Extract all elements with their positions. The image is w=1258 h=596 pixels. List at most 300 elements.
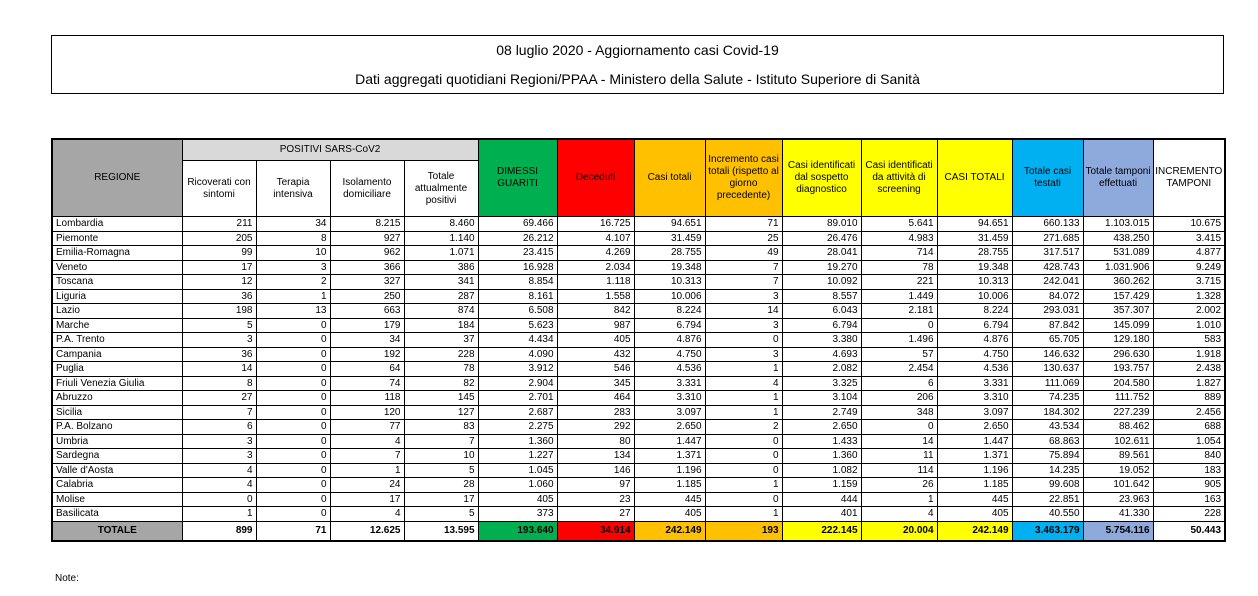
value-cell: 10	[256, 246, 330, 261]
value-cell: 1	[330, 463, 404, 478]
value-cell: 1.185	[937, 478, 1012, 493]
region-name-cell: Molise	[52, 492, 182, 507]
value-cell: 1.031.906	[1083, 260, 1153, 275]
value-cell: 3.310	[937, 391, 1012, 406]
title-box	[51, 35, 1224, 94]
region-name-cell: Lazio	[52, 304, 182, 319]
value-cell: 204.580	[1083, 376, 1153, 391]
value-cell: 327	[330, 275, 404, 290]
value-cell: 206	[861, 391, 937, 406]
value-cell: 0	[256, 492, 330, 507]
page-subtitle: Dati aggregati quotidiani Regioni/PPAA - Ministero della Salute - Istituto Superiore di Sanità	[355, 71, 920, 87]
table-row	[52, 376, 1225, 391]
value-cell: 27	[557, 507, 634, 522]
value-cell: 0	[256, 449, 330, 464]
value-cell: 34	[256, 217, 330, 232]
value-cell: 8.161	[478, 289, 557, 304]
value-cell: 8.224	[937, 304, 1012, 319]
value-cell: 2.456	[1153, 405, 1225, 420]
value-cell: 8.557	[782, 289, 861, 304]
col-header-incremento-casi: Incremento casi totali (rispetto al giorno precedente)	[705, 139, 782, 217]
value-cell: 250	[330, 289, 404, 304]
value-cell: 583	[1153, 333, 1225, 348]
value-cell: 2.650	[937, 420, 1012, 435]
value-cell: 428.743	[1012, 260, 1083, 275]
col-header-ricoverati: Ricoverati con sintomi	[182, 161, 256, 217]
value-cell: 198	[182, 304, 256, 319]
value-cell: 5.641	[861, 217, 937, 232]
value-cell: 88.462	[1083, 420, 1153, 435]
table-row	[52, 275, 1225, 290]
value-cell: 1.447	[634, 434, 705, 449]
region-name-cell: Lombardia	[52, 217, 182, 232]
value-cell: 405	[937, 507, 1012, 522]
value-cell: 23.415	[478, 246, 557, 261]
value-cell: 183	[1153, 463, 1225, 478]
region-name-cell: Piemonte	[52, 231, 182, 246]
value-cell: 0	[705, 434, 782, 449]
value-cell: 464	[557, 391, 634, 406]
value-cell: 11	[861, 449, 937, 464]
value-cell: 17	[404, 492, 478, 507]
value-cell: 3	[182, 333, 256, 348]
total-value-cell: 20.004	[861, 521, 937, 541]
value-cell: 889	[1153, 391, 1225, 406]
value-cell: 962	[330, 246, 404, 261]
value-cell: 0	[256, 362, 330, 377]
total-value-cell: 899	[182, 521, 256, 541]
value-cell: 3.325	[782, 376, 861, 391]
value-cell: 5.623	[478, 318, 557, 333]
region-name-cell: Liguria	[52, 289, 182, 304]
table-row	[52, 507, 1225, 522]
value-cell: 23	[557, 492, 634, 507]
value-cell: 3.097	[634, 405, 705, 420]
value-cell: 8	[182, 376, 256, 391]
total-value-cell: 193.640	[478, 521, 557, 541]
table-row	[52, 420, 1225, 435]
table-row	[52, 492, 1225, 507]
value-cell: 6.794	[782, 318, 861, 333]
value-cell: 1.227	[478, 449, 557, 464]
table-body	[52, 217, 1225, 541]
value-cell: 2.701	[478, 391, 557, 406]
value-cell: 10.006	[634, 289, 705, 304]
value-cell: 0	[182, 492, 256, 507]
value-cell: 146	[557, 463, 634, 478]
value-cell: 842	[557, 304, 634, 319]
value-cell: 874	[404, 304, 478, 319]
value-cell: 22.851	[1012, 492, 1083, 507]
value-cell: 1.010	[1153, 318, 1225, 333]
value-cell: 28.755	[937, 246, 1012, 261]
value-cell: 7	[404, 434, 478, 449]
value-cell: 7	[182, 405, 256, 420]
value-cell: 2.650	[634, 420, 705, 435]
value-cell: 57	[861, 347, 937, 362]
value-cell: 10.675	[1153, 217, 1225, 232]
value-cell: 445	[634, 492, 705, 507]
value-cell: 97	[557, 478, 634, 493]
value-cell: 37	[404, 333, 478, 348]
value-cell: 0	[256, 478, 330, 493]
value-cell: 1.371	[634, 449, 705, 464]
value-cell: 287	[404, 289, 478, 304]
value-cell: 1.827	[1153, 376, 1225, 391]
value-cell: 2.687	[478, 405, 557, 420]
value-cell: 242.041	[1012, 275, 1083, 290]
col-header-deceduti: Deceduti	[557, 139, 634, 217]
value-cell: 405	[478, 492, 557, 507]
value-cell: 14	[705, 304, 782, 319]
value-cell: 1.449	[861, 289, 937, 304]
value-cell: 16.725	[557, 217, 634, 232]
col-header-casi-testati: Totale casi testati	[1012, 139, 1083, 217]
value-cell: 8.215	[330, 217, 404, 232]
value-cell: 94.651	[937, 217, 1012, 232]
value-cell: 184	[404, 318, 478, 333]
value-cell: 405	[557, 333, 634, 348]
value-cell: 9.249	[1153, 260, 1225, 275]
value-cell: 0	[256, 376, 330, 391]
table-row	[52, 246, 1225, 261]
value-cell: 13	[256, 304, 330, 319]
value-cell: 17	[182, 260, 256, 275]
value-cell: 114	[861, 463, 937, 478]
value-cell: 193.757	[1083, 362, 1153, 377]
value-cell: 157.429	[1083, 289, 1153, 304]
value-cell: 36	[182, 347, 256, 362]
value-cell: 1.196	[634, 463, 705, 478]
value-cell: 94.651	[634, 217, 705, 232]
value-cell: 1.103.015	[1083, 217, 1153, 232]
value-cell: 438.250	[1083, 231, 1153, 246]
col-header-terapia: Terapia intensiva	[256, 161, 330, 217]
value-cell: 432	[557, 347, 634, 362]
total-row	[52, 521, 1225, 541]
value-cell: 26	[861, 478, 937, 493]
value-cell: 127	[404, 405, 478, 420]
region-name-cell: Marche	[52, 318, 182, 333]
value-cell: 211	[182, 217, 256, 232]
region-name-cell: Sicilia	[52, 405, 182, 420]
value-cell: 4.536	[937, 362, 1012, 377]
value-cell: 405	[634, 507, 705, 522]
region-name-cell: Calabria	[52, 478, 182, 493]
total-label: TOTALE	[52, 521, 182, 541]
value-cell: 111.752	[1083, 391, 1153, 406]
region-name-cell: P.A. Bolzano	[52, 420, 182, 435]
value-cell: 34	[330, 333, 404, 348]
value-cell: 99	[182, 246, 256, 261]
table-row	[52, 304, 1225, 319]
value-cell: 0	[256, 318, 330, 333]
value-cell: 205	[182, 231, 256, 246]
region-header: REGIONE	[52, 139, 182, 217]
value-cell: 8.460	[404, 217, 478, 232]
total-value-cell: 242.149	[634, 521, 705, 541]
value-cell: 1.140	[404, 231, 478, 246]
value-cell: 4.876	[634, 333, 705, 348]
value-cell: 2.002	[1153, 304, 1225, 319]
region-name-cell: Campania	[52, 347, 182, 362]
table-row	[52, 289, 1225, 304]
total-value-cell: 71	[256, 521, 330, 541]
value-cell: 1.060	[478, 478, 557, 493]
total-value-cell: 242.149	[937, 521, 1012, 541]
value-cell: 130.637	[1012, 362, 1083, 377]
value-cell: 221	[861, 275, 937, 290]
value-cell: 40.550	[1012, 507, 1083, 522]
value-cell: 4.434	[478, 333, 557, 348]
value-cell: 31.459	[634, 231, 705, 246]
value-cell: 26.212	[478, 231, 557, 246]
total-value-cell: 222.145	[782, 521, 861, 541]
covid-data-table	[51, 138, 1226, 542]
value-cell: 663	[330, 304, 404, 319]
value-cell: 3	[182, 449, 256, 464]
value-cell: 10.313	[634, 275, 705, 290]
value-cell: 4	[330, 507, 404, 522]
value-cell: 3.912	[478, 362, 557, 377]
table-row	[52, 449, 1225, 464]
value-cell: 1	[256, 289, 330, 304]
value-cell: 184.302	[1012, 405, 1083, 420]
value-cell: 5	[404, 507, 478, 522]
value-cell: 531.089	[1083, 246, 1153, 261]
region-name-cell: P.A. Trento	[52, 333, 182, 348]
value-cell: 4.536	[634, 362, 705, 377]
note-label: Note:	[55, 573, 79, 584]
value-cell: 357.307	[1083, 304, 1153, 319]
col-header-dimessi: DIMESSI GUARITI	[478, 139, 557, 217]
value-cell: 2.082	[782, 362, 861, 377]
col-header-casi-totali-2: CASI TOTALI	[937, 139, 1012, 217]
value-cell: 7	[705, 275, 782, 290]
value-cell: 4.750	[937, 347, 1012, 362]
value-cell: 102.611	[1083, 434, 1153, 449]
value-cell: 1.918	[1153, 347, 1225, 362]
value-cell: 6	[861, 376, 937, 391]
value-cell: 1	[705, 391, 782, 406]
value-cell: 0	[861, 318, 937, 333]
value-cell: 19.270	[782, 260, 861, 275]
value-cell: 28	[404, 478, 478, 493]
total-value-cell: 12.625	[330, 521, 404, 541]
value-cell: 10	[404, 449, 478, 464]
value-cell: 3	[256, 260, 330, 275]
value-cell: 0	[705, 449, 782, 464]
page-title: 08 luglio 2020 - Aggiornamento casi Covid-19	[496, 42, 779, 58]
value-cell: 2	[705, 420, 782, 435]
value-cell: 14	[861, 434, 937, 449]
value-cell: 228	[404, 347, 478, 362]
table-row	[52, 318, 1225, 333]
value-cell: 6.508	[478, 304, 557, 319]
value-cell: 1.082	[782, 463, 861, 478]
value-cell: 14.235	[1012, 463, 1083, 478]
value-cell: 78	[861, 260, 937, 275]
value-cell: 4	[330, 434, 404, 449]
value-cell: 1.328	[1153, 289, 1225, 304]
col-header-totale-positivi: Totale attualmente positivi	[404, 161, 478, 217]
value-cell: 84.072	[1012, 289, 1083, 304]
total-value-cell: 3.463.179	[1012, 521, 1083, 541]
value-cell: 101.642	[1083, 478, 1153, 493]
region-name-cell: Umbria	[52, 434, 182, 449]
value-cell: 0	[256, 434, 330, 449]
value-cell: 0	[256, 405, 330, 420]
col-header-casi-totali: Casi totali	[634, 139, 705, 217]
value-cell: 927	[330, 231, 404, 246]
value-cell: 3	[705, 318, 782, 333]
value-cell: 43.534	[1012, 420, 1083, 435]
value-cell: 8.854	[478, 275, 557, 290]
value-cell: 36	[182, 289, 256, 304]
region-name-cell: Basilicata	[52, 507, 182, 522]
value-cell: 2.650	[782, 420, 861, 435]
value-cell: 41.330	[1083, 507, 1153, 522]
value-cell: 68.863	[1012, 434, 1083, 449]
col-header-screening: Casi identificati da attività di screening	[861, 139, 937, 217]
table-row	[52, 362, 1225, 377]
value-cell: 1	[182, 507, 256, 522]
total-value-cell: 50.443	[1153, 521, 1225, 541]
value-cell: 3	[182, 434, 256, 449]
value-cell: 19.052	[1083, 463, 1153, 478]
value-cell: 1.159	[782, 478, 861, 493]
value-cell: 1.447	[937, 434, 1012, 449]
value-cell: 2.454	[861, 362, 937, 377]
value-cell: 78	[404, 362, 478, 377]
value-cell: 401	[782, 507, 861, 522]
value-cell: 0	[256, 463, 330, 478]
value-cell: 4	[182, 478, 256, 493]
region-name-cell: Puglia	[52, 362, 182, 377]
value-cell: 2.904	[478, 376, 557, 391]
value-cell: 4	[182, 463, 256, 478]
value-cell: 3	[705, 289, 782, 304]
value-cell: 0	[256, 507, 330, 522]
value-cell: 80	[557, 434, 634, 449]
col-header-sospetto-diagnostico: Casi identificati dal sospetto diagnostico	[782, 139, 861, 217]
value-cell: 10.092	[782, 275, 861, 290]
region-name-cell: Sardegna	[52, 449, 182, 464]
value-cell: 87.842	[1012, 318, 1083, 333]
value-cell: 74.235	[1012, 391, 1083, 406]
value-cell: 293.031	[1012, 304, 1083, 319]
value-cell: 77	[330, 420, 404, 435]
value-cell: 1.054	[1153, 434, 1225, 449]
col-header-tamponi: Totale tamponi effettuati	[1083, 139, 1153, 217]
value-cell: 179	[330, 318, 404, 333]
table-row	[52, 217, 1225, 232]
value-cell: 905	[1153, 478, 1225, 493]
table-row	[52, 478, 1225, 493]
value-cell: 4.983	[861, 231, 937, 246]
value-cell: 24	[330, 478, 404, 493]
region-name-cell: Emilia-Romagna	[52, 246, 182, 261]
value-cell: 317.517	[1012, 246, 1083, 261]
value-cell: 228	[1153, 507, 1225, 522]
value-cell: 345	[557, 376, 634, 391]
region-name-cell: Abruzzo	[52, 391, 182, 406]
region-name-cell: Veneto	[52, 260, 182, 275]
value-cell: 0	[256, 391, 330, 406]
value-cell: 6	[182, 420, 256, 435]
col-header-isolamento: Isolamento domiciliare	[330, 161, 404, 217]
value-cell: 4	[861, 507, 937, 522]
value-cell: 0	[256, 347, 330, 362]
value-cell: 4.107	[557, 231, 634, 246]
value-cell: 19.348	[937, 260, 1012, 275]
table-row	[52, 405, 1225, 420]
value-cell: 366	[330, 260, 404, 275]
value-cell: 4.876	[937, 333, 1012, 348]
value-cell: 1	[705, 362, 782, 377]
value-cell: 75.894	[1012, 449, 1083, 464]
value-cell: 1	[705, 478, 782, 493]
value-cell: 8.224	[634, 304, 705, 319]
table-row	[52, 434, 1225, 449]
value-cell: 4	[705, 376, 782, 391]
value-cell: 444	[782, 492, 861, 507]
value-cell: 7	[330, 449, 404, 464]
value-cell: 7	[705, 260, 782, 275]
value-cell: 99.608	[1012, 478, 1083, 493]
value-cell: 6.794	[937, 318, 1012, 333]
value-cell: 360.262	[1083, 275, 1153, 290]
value-cell: 1.360	[478, 434, 557, 449]
region-name-cell: Friuli Venezia Giulia	[52, 376, 182, 391]
value-cell: 296.630	[1083, 347, 1153, 362]
total-value-cell: 34.914	[557, 521, 634, 541]
value-cell: 23.963	[1083, 492, 1153, 507]
value-cell: 1	[861, 492, 937, 507]
value-cell: 660.133	[1012, 217, 1083, 232]
value-cell: 16.928	[478, 260, 557, 275]
value-cell: 31.459	[937, 231, 1012, 246]
value-cell: 5	[404, 463, 478, 478]
value-cell: 1.118	[557, 275, 634, 290]
value-cell: 8	[256, 231, 330, 246]
value-cell: 83	[404, 420, 478, 435]
positive-group-header: POSITIVI SARS-CoV2	[182, 139, 478, 161]
value-cell: 192	[330, 347, 404, 362]
value-cell: 6.794	[634, 318, 705, 333]
value-cell: 283	[557, 405, 634, 420]
total-value-cell: 5.754.116	[1083, 521, 1153, 541]
value-cell: 6.043	[782, 304, 861, 319]
value-cell: 373	[478, 507, 557, 522]
value-cell: 1.558	[557, 289, 634, 304]
value-cell: 0	[705, 333, 782, 348]
value-cell: 120	[330, 405, 404, 420]
value-cell: 2.275	[478, 420, 557, 435]
value-cell: 714	[861, 246, 937, 261]
total-value-cell: 13.595	[404, 521, 478, 541]
value-cell: 1.196	[937, 463, 1012, 478]
table-row	[52, 463, 1225, 478]
table-row	[52, 333, 1225, 348]
value-cell: 163	[1153, 492, 1225, 507]
value-cell: 12	[182, 275, 256, 290]
value-cell: 4.269	[557, 246, 634, 261]
value-cell: 341	[404, 275, 478, 290]
value-cell: 386	[404, 260, 478, 275]
value-cell: 227.239	[1083, 405, 1153, 420]
value-cell: 3	[705, 347, 782, 362]
